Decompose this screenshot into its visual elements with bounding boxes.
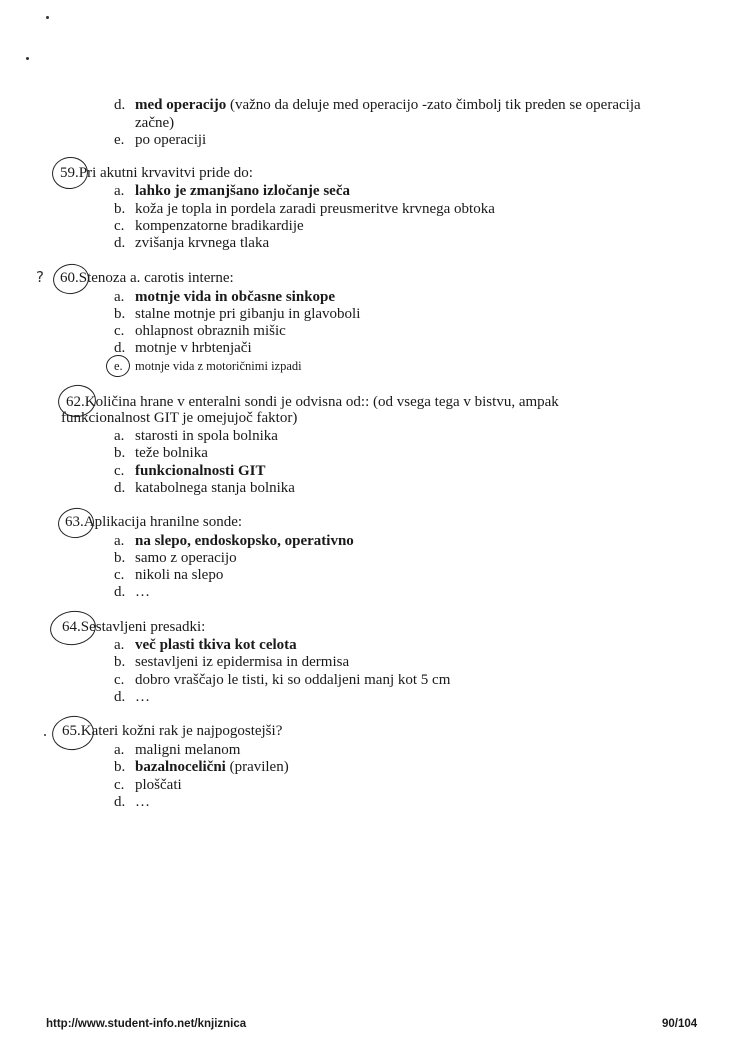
option-text: teže bolnika bbox=[135, 445, 208, 461]
footer-url[interactable]: http://www.student-info.net/knjiznica bbox=[46, 1018, 247, 1030]
option-text: zvišanja krvnega tlaka bbox=[135, 235, 270, 251]
option-letter: c. bbox=[114, 567, 125, 583]
option-text: ploščati bbox=[135, 777, 182, 793]
option-65-d bbox=[135, 793, 150, 811]
option-text: (važno da deluje med operacijo -zato čimbolj tik preden se operacija bbox=[226, 97, 641, 113]
option-letter: d. bbox=[114, 584, 126, 600]
option-letter: a. bbox=[114, 742, 125, 758]
option-letter: b. bbox=[114, 445, 126, 461]
option-bold: več plasti tkiva kot celota bbox=[135, 637, 297, 653]
option-letter: c. bbox=[114, 463, 125, 479]
question-59 bbox=[60, 164, 253, 182]
option-59-c bbox=[135, 217, 304, 235]
page-number: 90/104 bbox=[662, 1018, 698, 1030]
question-text: Stenoza a. carotis interne: bbox=[78, 270, 234, 286]
question-number: 65. bbox=[62, 723, 81, 739]
option-letter: b. bbox=[114, 201, 126, 217]
question-number: 59. bbox=[60, 165, 79, 181]
option-bold: motnje vida in občasne sinkope bbox=[135, 289, 336, 305]
option-text: sestavljeni iz epidermisa in dermisa bbox=[135, 654, 350, 670]
option-letter: b. bbox=[114, 654, 126, 670]
question-65 bbox=[62, 722, 282, 740]
question-63 bbox=[65, 513, 242, 531]
option-letter: d. bbox=[114, 235, 126, 251]
question-60 bbox=[60, 269, 234, 287]
option-65-c bbox=[135, 776, 182, 794]
option-65-b bbox=[135, 758, 289, 776]
option-60-b bbox=[135, 305, 360, 323]
question-text: Sestavljeni presadki: bbox=[80, 619, 206, 635]
option-60-e bbox=[135, 357, 302, 375]
option-letter: a. bbox=[114, 183, 125, 199]
option-text: nikoli na slepo bbox=[135, 567, 224, 583]
question-62-cont: funkcionalnost GIT je omejujoč faktor) bbox=[61, 410, 298, 426]
question-64 bbox=[62, 618, 205, 636]
intro-option-d-cont: začne) bbox=[135, 115, 175, 131]
option-text: stalne motnje pri gibanju in glavoboli bbox=[135, 306, 361, 322]
option-bold: na slepo, endoskopsko, operativno bbox=[135, 533, 354, 549]
option-text: dobro vraščajo le tisti, ki so oddaljeni manj kot 5 cm bbox=[135, 672, 451, 688]
option-62-d bbox=[135, 479, 295, 497]
option-64-d bbox=[135, 688, 150, 706]
option-bold: lahko je zmanjšano izločanje seča bbox=[135, 183, 350, 199]
option-60-a bbox=[135, 288, 335, 306]
option-59-d bbox=[135, 234, 269, 252]
question-number: 64. bbox=[62, 619, 81, 635]
option-60-d bbox=[135, 339, 252, 357]
option-62-b bbox=[135, 444, 208, 462]
option-64-c bbox=[135, 671, 450, 689]
question-text: Aplikacija hranilne sonde: bbox=[83, 514, 243, 530]
option-63-d bbox=[135, 583, 150, 601]
option-letter: a. bbox=[114, 428, 125, 444]
option-63-a bbox=[135, 532, 354, 550]
option-62-c bbox=[135, 462, 265, 480]
option-bold: bazalnocelični bbox=[135, 759, 226, 775]
option-letter: e. bbox=[114, 132, 125, 148]
option-letter: a. bbox=[114, 533, 125, 549]
option-text: koža je topla in pordela zaradi preusmeritve krvnega obtoka bbox=[135, 201, 495, 217]
option-63-b bbox=[135, 549, 237, 567]
option-letter: b. bbox=[114, 550, 126, 566]
intro-option-e: po operaciji bbox=[135, 132, 207, 148]
option-59-a bbox=[135, 182, 350, 200]
option-text: motnje vida z motoričnimi izpadi bbox=[135, 359, 302, 373]
option-letter: b. bbox=[114, 306, 126, 322]
option-64-b bbox=[135, 653, 349, 671]
option-text: kompenzatorne bradikardije bbox=[135, 218, 304, 234]
option-letter: e. bbox=[114, 359, 123, 373]
option-text: ohlapnost obraznih mišic bbox=[135, 323, 286, 339]
option-62-a bbox=[135, 427, 278, 445]
option-text: … bbox=[135, 689, 150, 705]
option-text: … bbox=[135, 794, 150, 810]
option-59-b bbox=[135, 200, 495, 218]
option-letter: d. bbox=[114, 689, 126, 705]
scan-speck bbox=[46, 16, 49, 19]
option-60-c bbox=[135, 322, 286, 340]
option-letter: c. bbox=[114, 323, 125, 339]
scan-speck bbox=[44, 734, 46, 736]
option-text: … bbox=[135, 584, 150, 600]
option-letter: d. bbox=[114, 480, 126, 496]
question-number: 60. bbox=[60, 270, 79, 286]
option-text: katabolnega stanja bolnika bbox=[135, 480, 295, 496]
option-letter: b. bbox=[114, 759, 126, 775]
option-text: motnje v hrbtenjači bbox=[135, 340, 252, 356]
option-letter: a. bbox=[114, 289, 125, 305]
scan-speck bbox=[26, 57, 29, 60]
question-text: Pri akutni krvavitvi pride do: bbox=[78, 165, 253, 181]
question-number: 62. bbox=[66, 394, 85, 410]
option-letter: c. bbox=[114, 672, 125, 688]
option-letter: a. bbox=[114, 637, 125, 653]
option-letter: d. bbox=[114, 794, 126, 810]
option-63-c bbox=[135, 566, 223, 584]
intro-option-d bbox=[135, 96, 641, 114]
question-text: Kateri kožni rak je najpogostejši? bbox=[80, 723, 283, 739]
option-text: maligni melanom bbox=[135, 742, 241, 758]
option-letter: d. bbox=[114, 340, 126, 356]
option-text: (pravilen) bbox=[225, 759, 289, 775]
option-bold: med operacijo bbox=[135, 97, 227, 113]
option-letter: d. bbox=[114, 97, 126, 113]
option-letter: c. bbox=[114, 777, 125, 793]
option-text: samo z operacijo bbox=[135, 550, 237, 566]
handwritten-question-mark: ? bbox=[36, 268, 44, 286]
option-64-a bbox=[135, 636, 297, 654]
question-text: Količina hrane v enteralni sondi je odvisna od:: (od vsega tega v bistvu, ampak bbox=[84, 394, 559, 410]
option-letter: c. bbox=[114, 218, 125, 234]
option-text: starosti in spola bolnika bbox=[135, 428, 278, 444]
question-number: 63. bbox=[65, 514, 84, 530]
option-bold: funkcionalnosti GIT bbox=[135, 463, 266, 479]
option-65-a bbox=[135, 741, 240, 759]
